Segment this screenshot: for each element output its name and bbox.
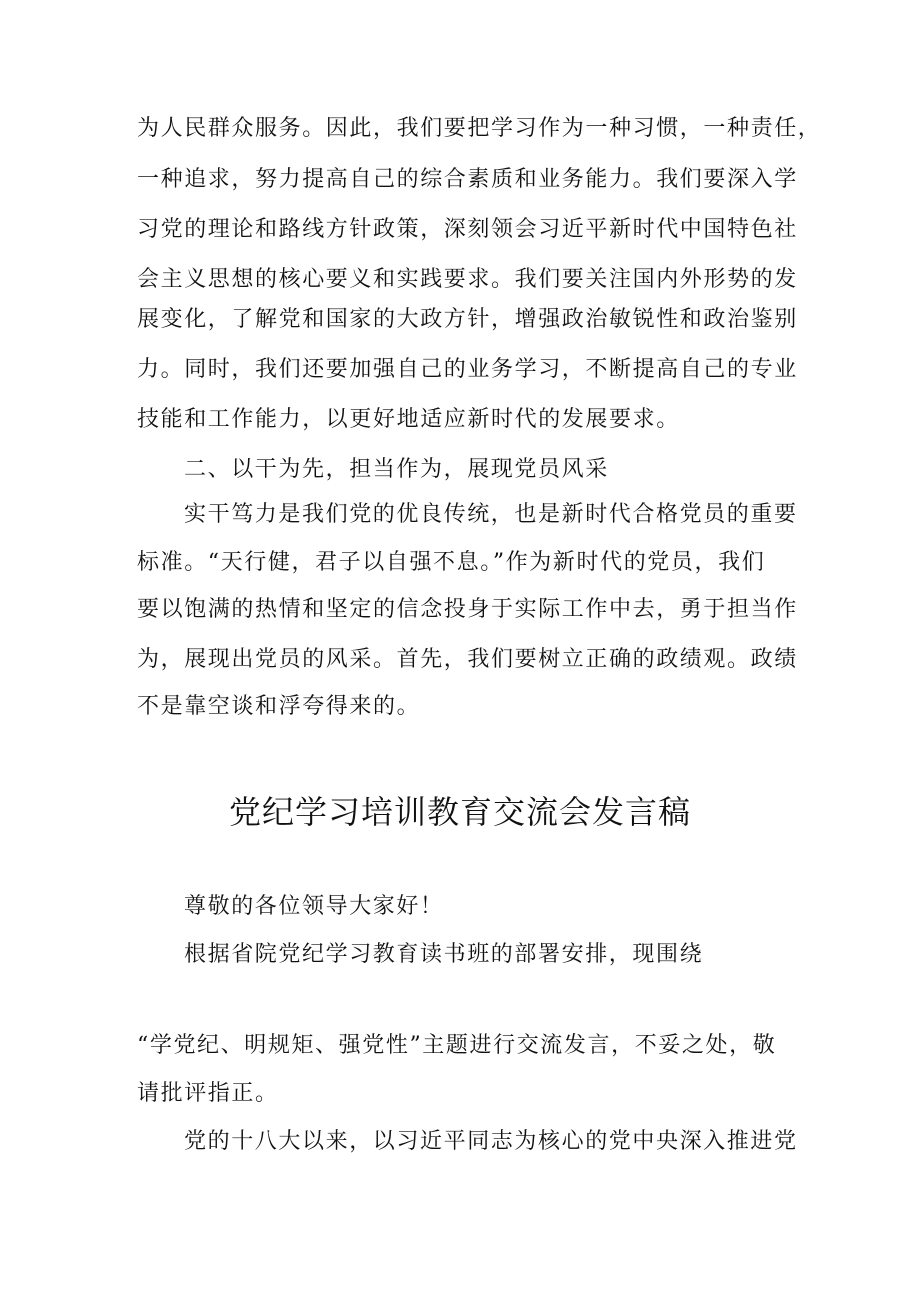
text-line: 党的十八大以来，以习近平同志为核心的党中央深入推进党 [184, 1129, 798, 1154]
text-line: 会主义思想的核心要义和实践要求。我们要关注国内外形势的发 [137, 267, 798, 292]
text-line: 根据省院党纪学习教育读书班的部署安排，现围绕 [184, 942, 704, 967]
text-line: 展变化，了解党和国家的大政方针，增强政治敏锐性和政治鉴别 [137, 307, 798, 332]
document-title: 党纪学习培训教育交流会发言稿 [228, 793, 691, 831]
text-line: 不是靠空谈和浮夸得来的。 [137, 694, 421, 719]
text-line: 标准。“天行健，君子以自强不息。”作为新时代的党员，我们 [137, 550, 766, 575]
greeting: 尊敬的各位领导大家好！ [184, 894, 444, 919]
text-line: 力。同时，我们还要加强自己的业务学习，不断提高自己的专业 [137, 357, 798, 382]
text-line: 实干笃力是我们党的优良传统，也是新时代合格党员的重要 [184, 502, 798, 527]
text-line: 技能和工作能力，以更好地适应新时代的发展要求。 [137, 407, 680, 432]
section-heading: 二、以干为先，担当作为，展现党员风采 [184, 457, 609, 482]
text-line: 为人民群众服务。因此，我们要把学习作为一种习惯，一种责任， [137, 116, 822, 141]
text-line: 要以饱满的热情和坚定的信念投身于实际工作中去，勇于担当作 [137, 597, 798, 622]
text-line: 一种追求，努力提高自己的综合素质和业务能力。我们要深入学 [137, 167, 798, 192]
text-line: 习党的理论和路线方针政策，深刻领会习近平新时代中国特色社 [137, 217, 798, 242]
text-line: 为，展现出党员的风采。首先，我们要树立正确的政绩观。政绩 [137, 647, 798, 672]
text-line: “学党纪、明规矩、强党性”主题进行交流发言，不妥之处，敬 [137, 1033, 777, 1058]
text-line: 请批评指正。 [137, 1081, 279, 1106]
